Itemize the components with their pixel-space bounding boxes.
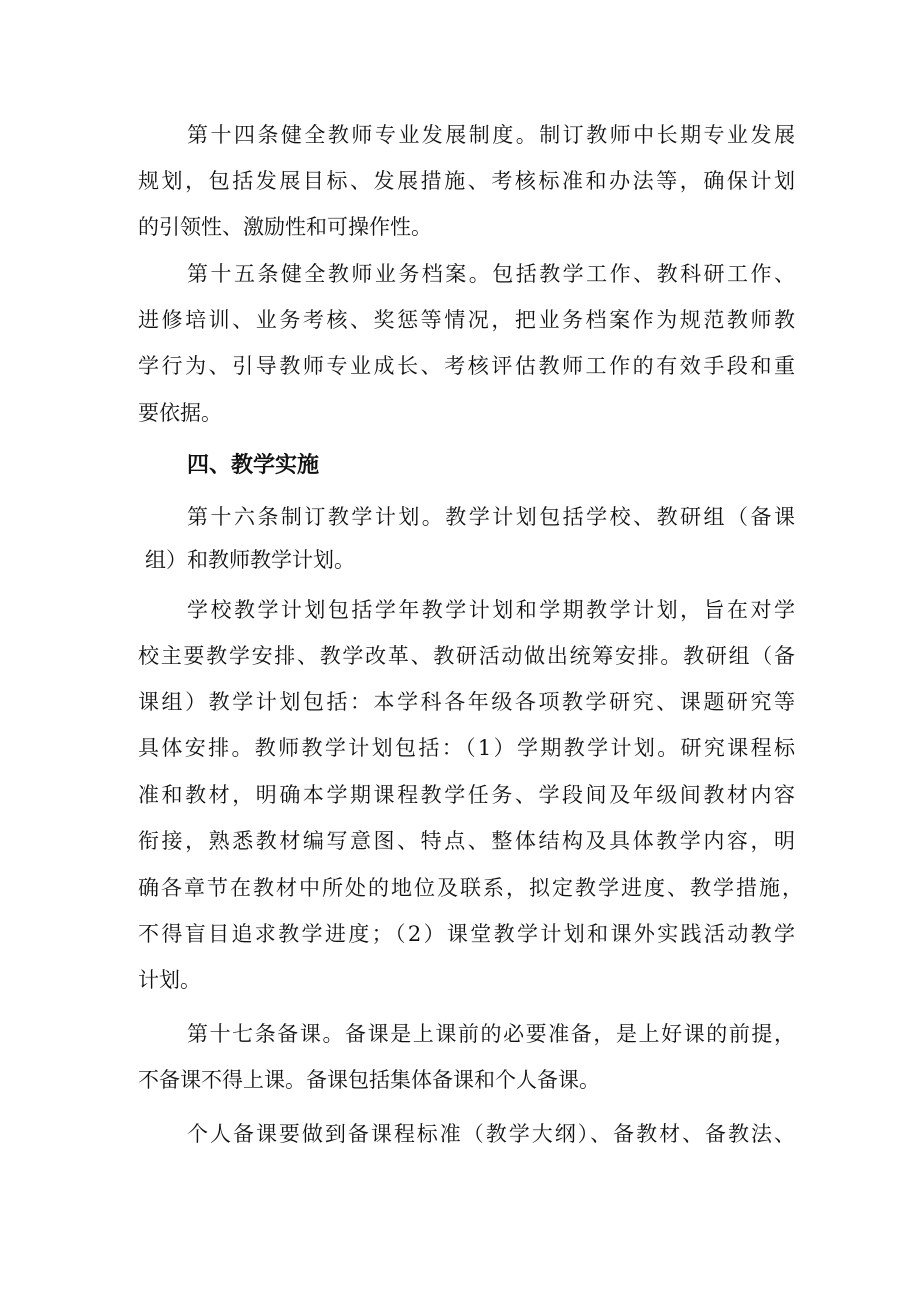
paragraph-line: 个人备课要做到备课程标准（教学大纲）、备教材、备教法、 bbox=[187, 1122, 795, 1146]
paragraph-line: 计划。 bbox=[138, 968, 201, 992]
paragraph-line: 组）和教师教学计划。 bbox=[145, 548, 355, 572]
paragraph-line: 学行为、引导教师专业成长、考核评估教师工作的有效手段和重 bbox=[138, 354, 795, 378]
paragraph-line: 第十七条备课。备课是上课前的必要准备，是上好课的前提， bbox=[187, 1022, 795, 1046]
paragraph-line: 准和教材，明确本学期课程教学任务、学段间及年级间教材内容 bbox=[138, 783, 795, 807]
paragraph-line: 确各章节在教材中所处的地位及联系，拟定教学进度、教学措施， bbox=[138, 876, 803, 900]
paragraph-line: 规划，包括发展目标、发展措施、考核标准和办法等，确保计划 bbox=[138, 169, 795, 193]
paragraph-line: 具体安排。教师教学计划包括：（1）学期教学计划。研究课程标 bbox=[138, 736, 795, 760]
paragraph-line: 进修培训、业务考核、奖惩等情况，把业务档案作为规范教师教 bbox=[138, 308, 795, 332]
paragraph-line: 课组）教学计划包括：本学科各年级各项教学研究、课题研究等 bbox=[138, 690, 795, 714]
paragraph-line: 第十五条健全教师业务档案。包括教学工作、教科研工作、 bbox=[187, 262, 795, 286]
paragraph-line: 第十六条制订教学计划。教学计划包括学校、教研组（备课 bbox=[187, 505, 795, 529]
section-heading: 四、教学实施 bbox=[187, 453, 320, 478]
paragraph-line: 不备课不得上课。备课包括集体备课和个人备课。 bbox=[138, 1068, 600, 1092]
paragraph-line: 第十四条健全教师专业发展制度。制订教师中长期专业发展 bbox=[187, 123, 795, 147]
paragraph-line: 的引领性、激励性和可操作性。 bbox=[138, 215, 432, 239]
paragraph-line: 不得盲目追求教学进度；（2）课堂教学计划和课外实践活动教学 bbox=[138, 922, 795, 946]
paragraph-line: 校主要教学安排、教学改革、教研活动做出统筹安排。教研组（备 bbox=[138, 644, 795, 668]
paragraph-line: 衔接，熟悉教材编写意图、特点、整体结构及具体教学内容，明 bbox=[138, 829, 795, 853]
paragraph-line: 学校教学计划包括学年教学计划和学期教学计划，旨在对学 bbox=[187, 598, 795, 622]
paragraph-line: 要依据。 bbox=[138, 401, 222, 425]
